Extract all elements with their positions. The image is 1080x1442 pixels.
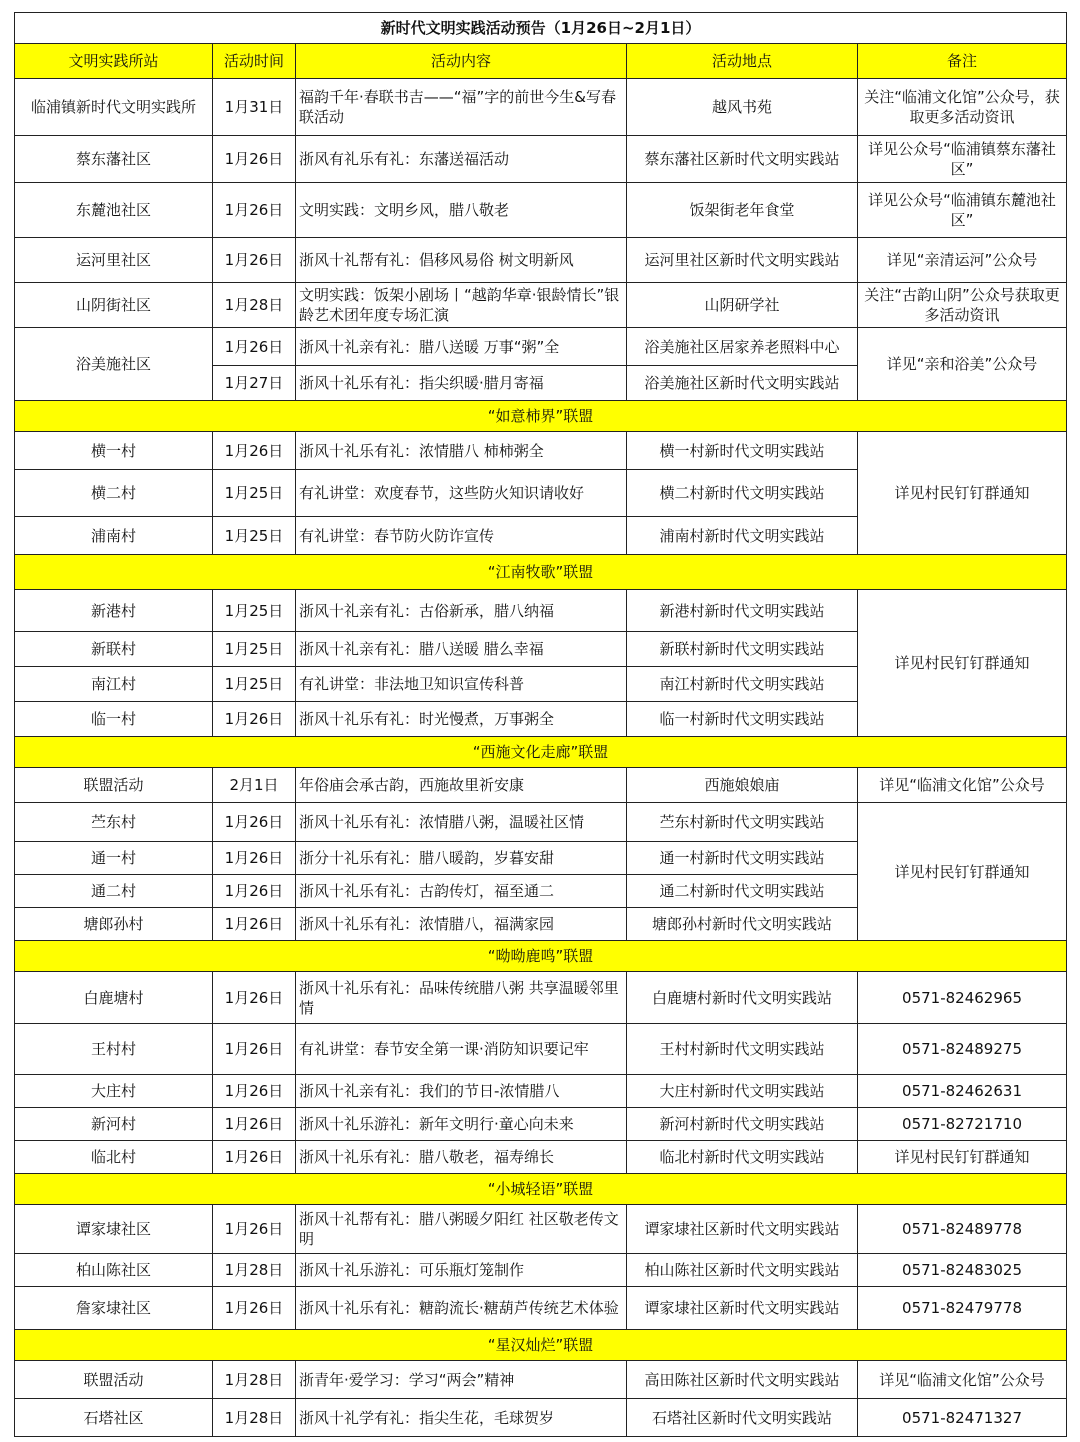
note-cell: 详见“临浦文化馆”公众号 (858, 768, 1067, 803)
station-cell: 浦南村 (15, 517, 213, 555)
station-cell: 白鹿塘村 (15, 972, 213, 1024)
date-cell: 1月27日 (213, 366, 296, 401)
table-row (15, 972, 1067, 1024)
date-cell: 1月28日 (213, 1399, 296, 1437)
table-row (15, 183, 1067, 238)
content-cell: 浙风十礼乐有礼：腊八敬老，福寿绵长 (296, 1141, 627, 1174)
content-cell: 文明实践：饭架小剧场丨“越韵华章·银龄情长”银龄艺术团年度专场汇演 (296, 283, 627, 328)
table-row (15, 1399, 1067, 1437)
content-cell: 浙风十礼乐有礼：指尖织暖·腊月寄福 (296, 366, 627, 401)
content-cell: 浙风十礼亲有礼：我们的节日-浓情腊八 (296, 1075, 627, 1108)
date-cell: 1月28日 (213, 1254, 296, 1287)
date-cell: 1月25日 (213, 632, 296, 667)
content-cell: 浙风十礼乐游礼：新年文明行·童心向未来 (296, 1108, 627, 1141)
place-cell: 临一村新时代文明实践站 (627, 702, 858, 737)
station-cell: 联盟活动 (15, 768, 213, 803)
content-cell: 浙风十礼亲有礼：腊八送暖 万事“粥”全 (296, 328, 627, 366)
station-cell: 临浦镇新时代文明实践所 (15, 79, 213, 136)
content-cell: 有礼讲堂：欢度春节，这些防火知识请收好 (296, 470, 627, 517)
table-row (15, 768, 1067, 803)
place-cell: 塘郎孙村新时代文明实践站 (627, 908, 858, 941)
alliance-section-row (15, 401, 1067, 432)
station-cell: 临北村 (15, 1141, 213, 1174)
header-place: 活动地点 (627, 44, 858, 79)
place-cell: 浴美施社区居家养老照料中心 (627, 328, 858, 366)
place-cell: 谭家埭社区新时代文明实践站 (627, 1287, 858, 1330)
alliance-section-row (15, 941, 1067, 972)
date-cell: 1月26日 (213, 875, 296, 908)
note-cell: 详见村民钉钉群通知 (858, 432, 1067, 555)
table-row (15, 328, 1067, 366)
place-cell: 石塔社区新时代文明实践站 (627, 1399, 858, 1437)
content-cell: 浙风十礼帮有礼：腊八粥暖夕阳红 社区敬老传文明 (296, 1205, 627, 1254)
table-row (15, 1287, 1067, 1330)
alliance-section-row (15, 1174, 1067, 1205)
date-cell: 1月26日 (213, 1141, 296, 1174)
place-cell: 横一村新时代文明实践站 (627, 432, 858, 470)
alliance-section-row (15, 737, 1067, 768)
place-cell: 高田陈社区新时代文明实践站 (627, 1361, 858, 1399)
activity-table-sheet (14, 12, 1066, 1437)
alliance-section-row (15, 1330, 1067, 1361)
content-cell: 浙风十礼亲有礼：古俗新承，腊八纳福 (296, 590, 627, 632)
note-cell: 0571-82721710 (858, 1108, 1067, 1141)
place-cell: 通一村新时代文明实践站 (627, 842, 858, 875)
date-cell: 1月26日 (213, 136, 296, 183)
date-cell: 2月1日 (213, 768, 296, 803)
date-cell: 1月26日 (213, 908, 296, 941)
note-cell: 详见公众号“临浦镇东麓池社区” (858, 183, 1067, 238)
date-cell: 1月28日 (213, 1361, 296, 1399)
station-cell: 大庄村 (15, 1075, 213, 1108)
date-cell: 1月28日 (213, 283, 296, 328)
table-title-row (15, 13, 1067, 44)
station-cell: 石塔社区 (15, 1399, 213, 1437)
date-cell: 1月26日 (213, 1287, 296, 1330)
content-cell: 年俗庙会承古韵，西施故里祈安康 (296, 768, 627, 803)
alliance-title: “呦呦鹿鸣”联盟 (15, 941, 1067, 972)
header-note: 备注 (858, 44, 1067, 79)
station-cell: 运河里社区 (15, 238, 213, 283)
place-cell: 山阴研学社 (627, 283, 858, 328)
station-cell: 联盟活动 (15, 1361, 213, 1399)
table-row (15, 1024, 1067, 1075)
note-cell: 详见“临浦文化馆”公众号 (858, 1361, 1067, 1399)
station-cell: 新河村 (15, 1108, 213, 1141)
station-cell: 王村村 (15, 1024, 213, 1075)
note-cell: 0571-82489275 (858, 1024, 1067, 1075)
place-cell: 新港村新时代文明实践站 (627, 590, 858, 632)
note-cell: 0571-82489778 (858, 1205, 1067, 1254)
header-row (15, 44, 1067, 79)
content-cell: 浙风十礼乐有礼：浓情腊八粥，温暖社区情 (296, 803, 627, 842)
station-cell: 蔡东藩社区 (15, 136, 213, 183)
header-content: 活动内容 (296, 44, 627, 79)
note-cell: 详见“亲清运河”公众号 (858, 238, 1067, 283)
place-cell: 王村村新时代文明实践站 (627, 1024, 858, 1075)
content-cell: 浙风十礼乐有礼：浓情腊八 柿柿粥全 (296, 432, 627, 470)
date-cell: 1月26日 (213, 432, 296, 470)
note-cell: 关注“临浦文化馆”公众号，获取更多活动资讯 (858, 79, 1067, 136)
place-cell: 西施娘娘庙 (627, 768, 858, 803)
content-cell: 浙风十礼乐有礼：浓情腊八，福满家园 (296, 908, 627, 941)
content-cell: 浙风十礼乐有礼：糖韵流长·糖葫芦传统艺术体验 (296, 1287, 627, 1330)
station-cell: 横二村 (15, 470, 213, 517)
place-cell: 浦南村新时代文明实践站 (627, 517, 858, 555)
table-row (15, 1254, 1067, 1287)
station-cell: 通一村 (15, 842, 213, 875)
date-cell: 1月26日 (213, 803, 296, 842)
station-cell: 谭家埭社区 (15, 1205, 213, 1254)
content-cell: 浙风十礼乐游礼：可乐瓶灯笼制作 (296, 1254, 627, 1287)
place-cell: 横二村新时代文明实践站 (627, 470, 858, 517)
station-cell: 浴美施社区 (15, 328, 213, 401)
header-date: 活动时间 (213, 44, 296, 79)
table-row (15, 79, 1067, 136)
date-cell: 1月26日 (213, 328, 296, 366)
place-cell: 新河村新时代文明实践站 (627, 1108, 858, 1141)
station-cell: 柏山陈社区 (15, 1254, 213, 1287)
date-cell: 1月26日 (213, 183, 296, 238)
note-cell: 详见村民钉钉群通知 (858, 1141, 1067, 1174)
note-cell: 0571-82471327 (858, 1399, 1067, 1437)
date-cell: 1月26日 (213, 702, 296, 737)
place-cell: 南江村新时代文明实践站 (627, 667, 858, 702)
table-row (15, 283, 1067, 328)
place-cell: 苎东村新时代文明实践站 (627, 803, 858, 842)
date-cell: 1月26日 (213, 238, 296, 283)
station-cell: 东麓池社区 (15, 183, 213, 238)
content-cell: 浙分十礼乐有礼：腊八暖韵，岁暮安甜 (296, 842, 627, 875)
note-cell: 0571-82462965 (858, 972, 1067, 1024)
note-cell: 详见公众号“临浦镇蔡东藩社区” (858, 136, 1067, 183)
place-cell: 越风书苑 (627, 79, 858, 136)
note-cell: 0571-82462631 (858, 1075, 1067, 1108)
table-row (15, 590, 1067, 632)
date-cell: 1月25日 (213, 517, 296, 555)
date-cell: 1月25日 (213, 470, 296, 517)
date-cell: 1月26日 (213, 1108, 296, 1141)
content-cell: 浙青年·爱学习：学习“两会”精神 (296, 1361, 627, 1399)
table-row (15, 1141, 1067, 1174)
date-cell: 1月26日 (213, 1075, 296, 1108)
content-cell: 有礼讲堂：春节安全第一课·消防知识要记牢 (296, 1024, 627, 1075)
table-row (15, 238, 1067, 283)
table-row (15, 1361, 1067, 1399)
place-cell: 蔡东藩社区新时代文明实践站 (627, 136, 858, 183)
content-cell: 浙风十礼乐有礼：古韵传灯，福至通二 (296, 875, 627, 908)
alliance-title: “如意柿界”联盟 (15, 401, 1067, 432)
place-cell: 柏山陈社区新时代文明实践站 (627, 1254, 858, 1287)
place-cell: 饭架街老年食堂 (627, 183, 858, 238)
content-cell: 有礼讲堂：春节防火防诈宣传 (296, 517, 627, 555)
content-cell: 浙风十礼乐有礼：时光慢煮，万事粥全 (296, 702, 627, 737)
table-row (15, 803, 1067, 842)
activity-schedule-table (14, 12, 1067, 1437)
place-cell: 浴美施社区新时代文明实践站 (627, 366, 858, 401)
station-cell: 通二村 (15, 875, 213, 908)
note-cell: 详见“亲和浴美”公众号 (858, 328, 1067, 401)
alliance-title: “小城轻语”联盟 (15, 1174, 1067, 1205)
header-station: 文明实践所站 (15, 44, 213, 79)
date-cell: 1月26日 (213, 1205, 296, 1254)
table-title: 新时代文明实践活动预告（1月26日~2月1日） (15, 13, 1067, 44)
content-cell: 浙风十礼亲有礼：腊八送暖 腊么幸福 (296, 632, 627, 667)
station-cell: 詹家埭社区 (15, 1287, 213, 1330)
alliance-title: “西施文化走廊”联盟 (15, 737, 1067, 768)
alliance-title: “星汉灿烂”联盟 (15, 1330, 1067, 1361)
date-cell: 1月25日 (213, 590, 296, 632)
table-row (15, 1108, 1067, 1141)
date-cell: 1月26日 (213, 972, 296, 1024)
table-row (15, 1205, 1067, 1254)
station-cell: 横一村 (15, 432, 213, 470)
content-cell: 浙风十礼学有礼：指尖生花，毛球贺岁 (296, 1399, 627, 1437)
content-cell: 浙风十礼乐有礼：品味传统腊八粥 共享温暖邻里情 (296, 972, 627, 1024)
date-cell: 1月26日 (213, 1024, 296, 1075)
place-cell: 临北村新时代文明实践站 (627, 1141, 858, 1174)
station-cell: 南江村 (15, 667, 213, 702)
alliance-title: “江南牧歌”联盟 (15, 555, 1067, 590)
table-row (15, 136, 1067, 183)
station-cell: 新联村 (15, 632, 213, 667)
station-cell: 苎东村 (15, 803, 213, 842)
note-cell: 关注“古韵山阴”公众号获取更多活动资讯 (858, 283, 1067, 328)
content-cell: 福韵千年·春联书吉——“福”字的前世今生&写春联活动 (296, 79, 627, 136)
content-cell: 文明实践：文明乡风，腊八敬老 (296, 183, 627, 238)
place-cell: 白鹿塘村新时代文明实践站 (627, 972, 858, 1024)
note-cell: 详见村民钉钉群通知 (858, 803, 1067, 941)
table-row (15, 1075, 1067, 1108)
note-cell: 0571-82479778 (858, 1287, 1067, 1330)
station-cell: 山阴街社区 (15, 283, 213, 328)
place-cell: 通二村新时代文明实践站 (627, 875, 858, 908)
date-cell: 1月25日 (213, 667, 296, 702)
place-cell: 新联村新时代文明实践站 (627, 632, 858, 667)
content-cell: 浙风十礼帮有礼：倡移风易俗 树文明新风 (296, 238, 627, 283)
place-cell: 谭家埭社区新时代文明实践站 (627, 1205, 858, 1254)
station-cell: 塘郎孙村 (15, 908, 213, 941)
station-cell: 新港村 (15, 590, 213, 632)
alliance-section-row (15, 555, 1067, 590)
content-cell: 有礼讲堂：非法地卫知识宣传科普 (296, 667, 627, 702)
place-cell: 运河里社区新时代文明实践站 (627, 238, 858, 283)
date-cell: 1月26日 (213, 842, 296, 875)
place-cell: 大庄村新时代文明实践站 (627, 1075, 858, 1108)
table-row (15, 432, 1067, 470)
content-cell: 浙风有礼乐有礼：东藩送福活动 (296, 136, 627, 183)
date-cell: 1月31日 (213, 79, 296, 136)
note-cell: 0571-82483025 (858, 1254, 1067, 1287)
note-cell: 详见村民钉钉群通知 (858, 590, 1067, 737)
station-cell: 临一村 (15, 702, 213, 737)
